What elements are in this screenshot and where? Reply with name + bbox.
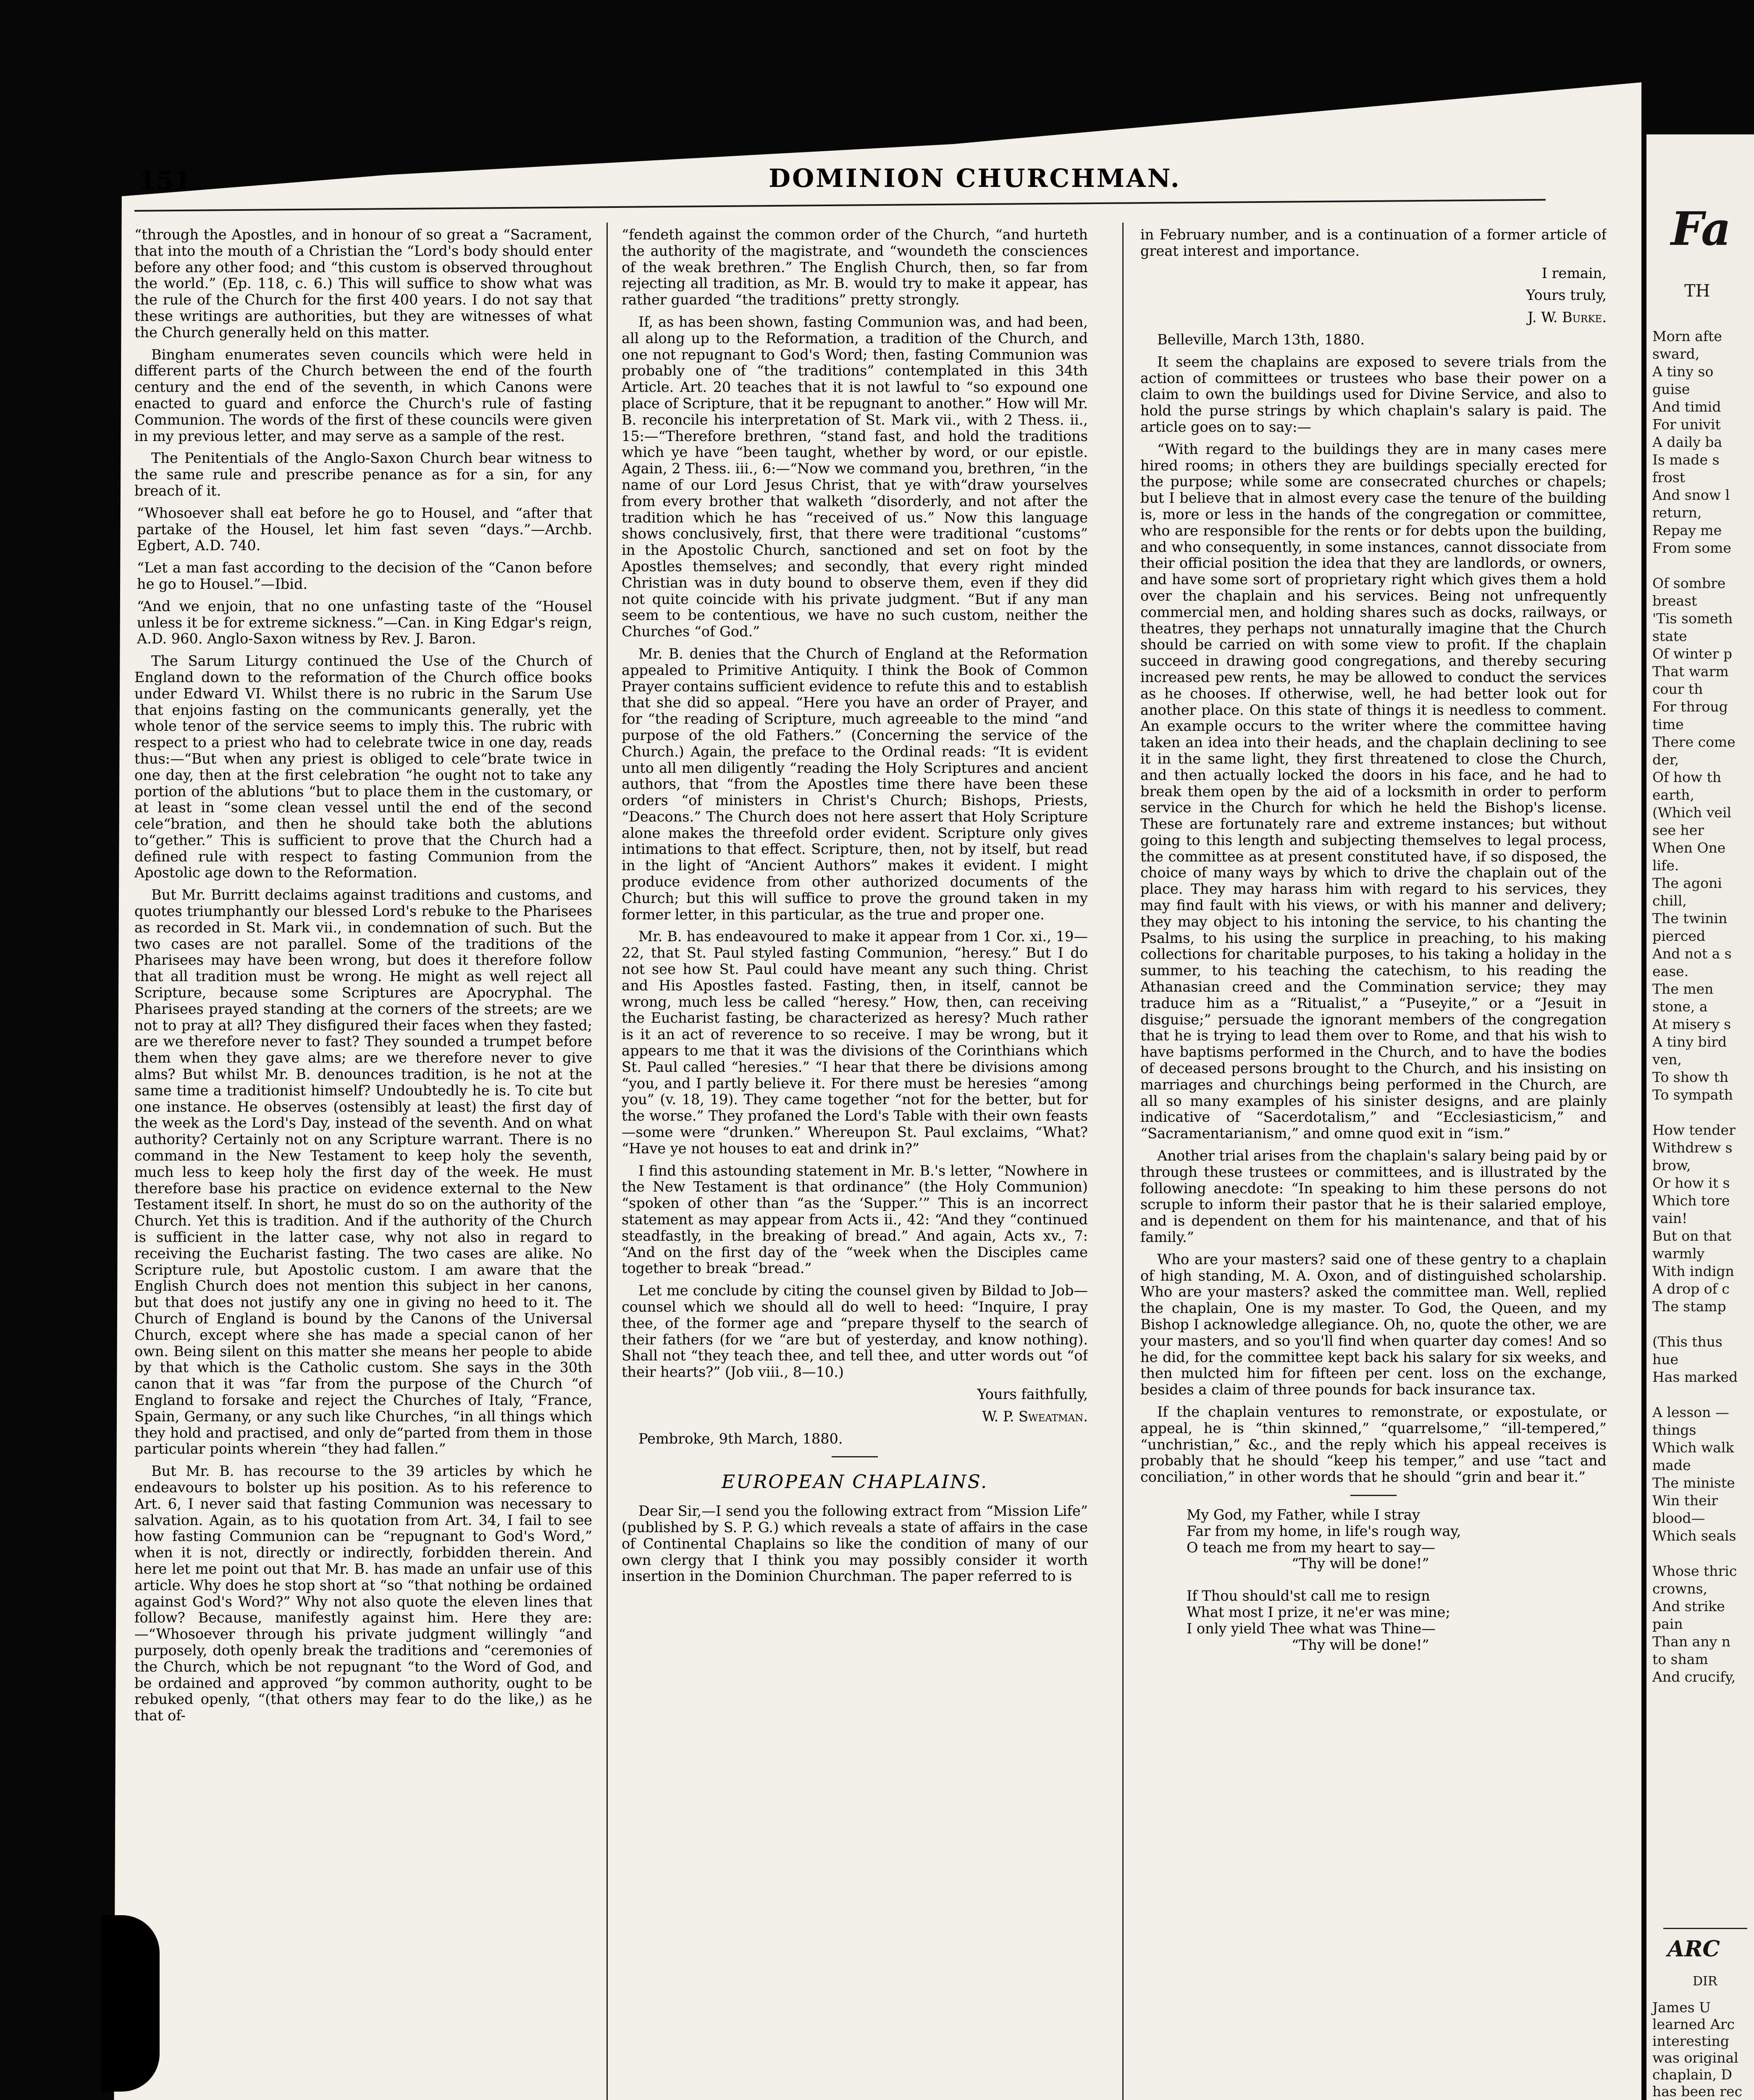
adjacent-page-line: sward, bbox=[1652, 346, 1700, 362]
hymn-line: Far from my home, in life's rough way, bbox=[1187, 1522, 1461, 1539]
paragraph: If, as has been shown, fasting Communion was, and had been, all along up to the Reformation, a tradition of the Church, and one not repugnant to God's Word; then, fasting Communion was probably one of “the traditions” contemplated in this 34th Article. Art. 20 teaches that it is not lawful to “so expound one place of Scripture, that it be repugnant to another.” How will Mr. B. reconcile his interpretation of St. Mark vii., with 2 Thess. ii., 15:—“Therefore brethren, “stand fast, and hold the traditions which ye have “been taught, whether by word, or our epistle. Again, 2 Thess. iii., 6:—“Now we command you, brethren, “in the name of our Lord Jesus Christ, that ye with“draw yourselves from every brother that walketh “disorderly, and not after the tradition which he has “received of us.” Now this language shows conclusively, first, that there were traditional “customs” in the Apostolic Church, sanctioned and set on foot by the Apostles themselves; and secondly, that every right minded Christian was in duty bound to observe them, even if they did not quite coincide with his private judgment. “But if any man seem to be contentious, we have no such custom, neither the Churches “of God.” bbox=[622, 313, 1088, 640]
column-rule bbox=[1122, 223, 1124, 2100]
adjacent-page-line: frost bbox=[1652, 469, 1686, 486]
adjacent-page-line: And timid bbox=[1652, 399, 1721, 415]
paragraph: I find this astounding statement in Mr. B.'s letter, “Nowhere in the New Testament is that ordinance” (the Holy Communion) “spoken of other than “as the ‘Supper.’” This is an incorrect statement as may appear from Acts ii., 42: “And they “continued steadfastly, in the breaking of bread.” And again, Acts xv., 7: “And on the first day of the “week when the Disciples came together to break “bread.” bbox=[622, 1162, 1088, 1277]
right-column bbox=[1140, 227, 1607, 2100]
paragraph: Who are your masters? said one of these gentry to a chaplain of high standing, M. A. Oxon, and of distinguished scholarship. Who are your masters? asked the committee man. Well, replied the chaplain, One is my master. To God, the Queen, and my Bishop I acknowledge allegiance. Oh, no, quote the other, we are your masters, and so you'll find when quarter day comes! And so he did, for the committee kept back his salary for six weeks, and then mulcted him for fifteen per cent. loss on the exchange, besides a claim of three pounds for back insurance tax. bbox=[1140, 1251, 1607, 1398]
adjacent-page-subheading: DIR bbox=[1693, 1974, 1717, 1989]
letter-closing: I remain, bbox=[1541, 265, 1607, 281]
adjacent-page-line: How tender bbox=[1652, 1122, 1736, 1138]
adjacent-page-line: Than any n bbox=[1652, 1633, 1730, 1650]
adjacent-page-line: crowns, bbox=[1652, 1580, 1708, 1597]
paragraph: It seem the chaplains are exposed to severe trials from the action of committees or trustees who base their power on a claim to own the buildings used for Divine Service, and also to hold the purse strings by which chaplain's salary is paid. The article goes on to say:— bbox=[1140, 353, 1607, 435]
adjacent-page-text-bottom bbox=[1652, 1999, 1742, 2100]
adjacent-page-line: And not a s bbox=[1652, 945, 1732, 962]
adjacent-page-line: hue bbox=[1652, 1351, 1679, 1368]
adjacent-page-line: To show th bbox=[1652, 1069, 1729, 1085]
paragraph: Mr. B. has endeavoured to make it appear from 1 Cor. xi., 19—22, that St. Paul styled fasting Communion, “heresy.” But I do not see how St. Paul could have meant any such thing. Christ and His Apostles fasted. Fasting, then, in itself, cannot be wrong, much less be called “heresy.” How, then, can receiving the Eucharist fasting, be characterized as heresy? Much rather is it an act of reverence to so receive. I may be wrong, but it appears to me that it was the divisions of the Corinthians which St. Paul called “heresies.” “I hear that there be divisions among “you, and I partly believe it. For there must be heresies “among you” (v. 18, 19). They came together “not for the better, but for the worse.” They profaned the Lord's Table with their own feasts—some were “drunken.” Whereupon St. Paul exclaims, “What? “Have ye not houses to eat and drink in?” bbox=[622, 928, 1088, 1157]
adjacent-page-line: ven, bbox=[1652, 1051, 1682, 1068]
letter-dateline: Belleville, March 13th, 1880. bbox=[1157, 331, 1365, 348]
hymn-stanza bbox=[1187, 1588, 1607, 1653]
section-title: EUROPEAN CHAPLAINS. bbox=[721, 1471, 988, 1493]
hymn-line: I only yield Thee what was Thine— bbox=[1187, 1620, 1436, 1637]
paragraph: Let me conclude by citing the counsel given by Bildad to Job—counsel which we should all do well to heed: “Inquire, I pray thee, of the former age and “prepare thyself to the search of their fathers (for we “are but of yesterday, and know nothing). Shall not “they teach thee, and tell thee, and utter words out “of their hearts?” (Job viii., 8—10.) bbox=[622, 1282, 1088, 1381]
paragraph: Mr. B. denies that the Church of England at the Reformation appealed to Primitive Antiquity. I think the Book of Common Prayer contains sufficient evidence to refute this and to establish that she did so appeal. “Here you have an order of Prayer, and for “the reading of Scripture, much agreeable to the mind “and purpose of the old Fathers.” (Concerning the service of the Church.) Again, the preface to the Ordinal reads: “It is evident unto all men diligently “reading the Holy Scriptures and ancient authors, that “from the Apostles time there have been these orders “of ministers in Christ's Church; Bishops, Priests, “Deacons.” The Church does not here assert that Holy Scripture alone makes the threefold order evident. Scripture only gives intimations to that effect. Scripture, then, not by itself, but read in the light of “Ancient Authors” makes it evident. I might produce evidence from other authorized documents of the Church; but this will suffice to prove the ground taken in my former letter, in this particular, as the true and proper one. bbox=[622, 645, 1088, 923]
adjacent-page-line: Which tore bbox=[1652, 1192, 1730, 1209]
adjacent-page-line: pain bbox=[1652, 1616, 1683, 1632]
column-rule bbox=[607, 223, 608, 2100]
adjacent-page-line: Of winter p bbox=[1652, 646, 1732, 662]
adjacent-page-subtitle: TH bbox=[1684, 281, 1710, 301]
hymn-line: O teach me from my heart to say— bbox=[1187, 1539, 1436, 1556]
adjacent-page-line: to sham bbox=[1652, 1651, 1708, 1667]
paragraph: “through the Apostles, and in honour of so great a “Sacrament, that into the mouth of a Christian the “Lord's body should enter before any other food; and “this custom is observed throughout the world.” (Ep. 118, c. 6.) This will suffice to show what was the rule of the Church for the first 400 years. I do not say that these writings are authorities, but they are witnesses of what the Church generally held on this matter. bbox=[134, 227, 592, 341]
hymn bbox=[1140, 1507, 1607, 1653]
adjacent-page-line: Morn afte bbox=[1652, 328, 1722, 344]
adjacent-page-heading: ARC bbox=[1667, 1936, 1720, 1962]
paragraph: But Mr. Burritt declaims against traditions and customs, and quotes triumphantly our blessed Lord's rebuke to the Pharisees as recorded in St. Mark vii., in condemnation of such. But the two cases are not parallel. Some of the traditions of the Pharisees may have been wrong, but does it therefore follow that all tradition must be wrong. He might as well reject all Scripture, because some Scriptures are Apocryphal. The Pharisees prayed standing at the corners of the streets; are we not to pray at all? They disfigured their faces when they fasted; are we therefore never to fast? They sounded a trumpet before them when they gave alms; are we therefore never to give alms? But whilst Mr. B. denounces tradition, is he not at the same time a traditionist himself? Undoubtedly he is. To cite but one instance. He observes (ostensibly at least) the first day of the week as the Lord's Day, instead of the seventh. And on what authority? Certainly not on any Scripture warrant. There is no command in the New Testament to keep holy the seventh, much less to keep holy the first day of the week. He must therefore base his practice on evidence external to the New Testament itself. In short, he must do so on the authority of the Church. Yet this is tradition. And if the authority of the Church is sufficient in the latter case, why not also in regard to receiving the Eucharist fasting. The two cases are alike. No Scripture rule, but Apostolic custom. I am aware that the English Church does not mention this subject in her canons, but that does not justify any one in giving no heed to it. The Church of England is bound by the Canons of the Universal Church, except where she has made a special canon of her own. Being silent on this matter she means her people to abide by that which is the Catholic custom. She says in the 30th canon that it was “far from the purpose of the Church “of England to forsake and reject the Churches of Italy, “France, Spain, Germany, or any such like Churches, “in all things which they hold and practised, and only de“parted from them in those particular points wherein “they had fallen.” bbox=[134, 887, 592, 1457]
adjacent-page-line: Which walk bbox=[1652, 1439, 1734, 1456]
adjacent-page-line: The twinin bbox=[1652, 910, 1728, 927]
paragraph: Bingham enumerates seven councils which were held in different parts of the Church between the end of the fourth century and the end of the seventh, in which Canons were enacted to guard and enforce the Church's rule of fasting Communion. The words of the first of these councils were given in my previous letter, and may serve as a sample of the rest. bbox=[134, 346, 592, 444]
middle-column bbox=[622, 227, 1088, 2100]
adjacent-page-line: That warm bbox=[1652, 663, 1729, 680]
letter-signature: W. P. Sweatman. bbox=[982, 1408, 1088, 1425]
adjacent-page-rule bbox=[1663, 1928, 1747, 1929]
adjacent-page-line: learned Arc bbox=[1652, 2016, 1735, 2032]
adjacent-page-line: Is made s bbox=[1652, 452, 1720, 468]
adjacent-page-line: A tiny bird bbox=[1652, 1034, 1727, 1050]
adjacent-page-line bbox=[1652, 557, 1738, 575]
paragraph: If the chaplain ventures to remonstrate, or expostulate, or appeal, he is “thin skinned,” “quarrelsome,” “ill-tempered,” “unchristian,” &c., and the reply which his appeal receives is probably that he should “keep his temper,” and use “tact and conciliation,” in other words that he should “grin and bear it.” bbox=[1140, 1403, 1607, 1486]
adjacent-page-line: Or how it s bbox=[1652, 1175, 1730, 1191]
adjacent-page bbox=[1646, 134, 1754, 2100]
adjacent-page-line: Of sombre bbox=[1652, 575, 1726, 591]
adjacent-page-line: The ministe bbox=[1652, 1475, 1735, 1491]
paragraph: Another trial arises from the chaplain's salary being paid by or through these trustees or committees, and is illustrated by the following anecdote: “In speaking to him these persons do not scruple to inform their pastor that he is their salaried employe, and is dependent on them for his maintenance, and that of his family.” bbox=[1140, 1147, 1607, 1246]
letter-signature: J. W. Burke. bbox=[1528, 309, 1607, 326]
hymn-stanza bbox=[1187, 1507, 1607, 1572]
adjacent-page-line: A tiny so bbox=[1652, 363, 1714, 380]
adjacent-page-line: cour th bbox=[1652, 681, 1703, 697]
adjacent-page-line: With indign bbox=[1652, 1263, 1734, 1279]
adjacent-page-line: A lesson — bbox=[1652, 1404, 1729, 1420]
thumb-shadow bbox=[101, 1915, 160, 2092]
adjacent-page-line: 'Tis someth bbox=[1652, 610, 1733, 627]
adjacent-page-line: life. bbox=[1652, 857, 1679, 874]
adjacent-page-line: But on that bbox=[1652, 1228, 1732, 1244]
adjacent-page-line: There come bbox=[1652, 734, 1736, 750]
adjacent-page-line: The men bbox=[1652, 981, 1714, 997]
running-title: DOMINION CHURCHMAN. bbox=[769, 164, 1181, 193]
page-header bbox=[139, 164, 1525, 197]
hymn-line: What most I prize, it ne'er was mine; bbox=[1187, 1604, 1450, 1620]
adjacent-page-line: And snow l bbox=[1652, 487, 1730, 503]
adjacent-page-line: time bbox=[1652, 716, 1684, 732]
adjacent-page-line: ease. bbox=[1652, 963, 1689, 979]
letter-closing: Yours truly, bbox=[1526, 287, 1607, 304]
adjacent-page-line: Win their bbox=[1652, 1492, 1718, 1509]
section-divider bbox=[832, 1456, 878, 1457]
adjacent-page-line: stone, a bbox=[1652, 998, 1708, 1015]
paragraph: The Sarum Liturgy continued the Use of the Church of England down to the reformation of the Church office books under Edward VI. Whilst there is no rubric in the Sarum Use that enjoins fasting on the communicants generally, yet the whole tenor of the service seems to imply this. The rubric with respect to a priest who had to celebrate twice in one day, reads thus:—“But when any priest is obliged to cele“brate twice in one day, then at the first celebration “he ought not to take any portion of the ablutions “but to place them in the customary, or at least in “some clean vessel until the end of the second cele“bration, and then he should take both the ablutions to“gether.” This is sufficient to prove that the Church had a defined rule with respect to fasting Communion from the Apostolic age down to the Reformation. bbox=[134, 653, 592, 881]
adjacent-page-line: return, bbox=[1652, 504, 1702, 521]
hymn-refrain: “Thy will be done!” bbox=[1292, 1636, 1429, 1653]
adjacent-page-line: chaplain, D bbox=[1652, 2066, 1733, 2083]
page-number: 151 bbox=[139, 166, 192, 196]
adjacent-page-title: Fa bbox=[1671, 202, 1731, 256]
adjacent-page-line: breast bbox=[1652, 593, 1697, 609]
adjacent-page-line bbox=[1652, 1104, 1738, 1121]
adjacent-page-line: warmly bbox=[1652, 1245, 1705, 1262]
adjacent-page-line: earth, bbox=[1652, 787, 1694, 803]
adjacent-page-line: From some bbox=[1652, 540, 1731, 556]
quotation: “Let a man fast according to the decision of the “Canon before he go to Housel.”—Ibid. bbox=[137, 559, 592, 592]
adjacent-page-line: A daily ba bbox=[1652, 434, 1722, 450]
section-divider bbox=[1350, 1495, 1397, 1496]
adjacent-page-line: Repay me bbox=[1652, 522, 1722, 538]
adjacent-page-line: der, bbox=[1652, 751, 1679, 768]
paragraph: But Mr. B. has recourse to the 39 articles by which he endeavours to bolster up his position. As to his reference to Art. 6, I never said that fasting Communion was necessary to salvation. Again, as to his quotation from Art. 34, I fail to see how fasting Communion can be “repugnant to God's Word,” when it is not, directly or indirectly, forbidden therein. And here let me point out that Mr. B. has made an unfair use of this article. Why does he stop short at “so “that nothing be ordained against God's Word?” Why not also quote the eleven lines that follow? Because, manifestly against him. Here they are:—“Whosoever through his private judgment willingly “and purposely, doth openly break the traditions and “ceremonies of the Church, which be not repugnant “to the Word of God, and be ordained and approved “by common authority, ought to be rebuked openly, “(that others may fear to do the like,) as he that of- bbox=[134, 1463, 592, 1724]
adjacent-page-line: A drop of c bbox=[1652, 1281, 1730, 1297]
adjacent-page-line: Whose thric bbox=[1652, 1563, 1737, 1579]
letter-dateline: Pembroke, 9th March, 1880. bbox=[638, 1430, 843, 1447]
quotation: “Whosoever shall eat before he go to Housel, and “after that partake of the Housel, let him fast seven “days.”—Archb. Egbert, A.D. 740. bbox=[137, 504, 592, 554]
adjacent-page-line: James U bbox=[1652, 1999, 1711, 2016]
adjacent-page-line: Has marked bbox=[1652, 1369, 1738, 1385]
adjacent-page-line: has been rec bbox=[1652, 2083, 1743, 2100]
adjacent-page-line: made bbox=[1652, 1457, 1691, 1473]
adjacent-page-line: For throug bbox=[1652, 698, 1728, 715]
adjacent-page-line: brow, bbox=[1652, 1157, 1691, 1173]
paragraph: in February number, and is a continuation of a former article of great interest and importance. bbox=[1140, 227, 1607, 259]
adjacent-page-line: see her bbox=[1652, 822, 1704, 838]
adjacent-page-line: Of how th bbox=[1652, 769, 1722, 785]
adjacent-page-line: And strike bbox=[1652, 1598, 1725, 1614]
adjacent-page-line: (This thus bbox=[1652, 1334, 1722, 1350]
paragraph: Dear Sir,—I send you the following extract from “Mission Life” (published by S. P. G.) which reveals a state of affairs in the case of Continental Chaplains so like the condition of many of our own clergy that I think you may possibly consider it worth insertion in the Dominion Churchman. The paper referred to is bbox=[622, 1503, 1088, 1585]
paragraph: “fendeth against the common order of the Church, “and hurteth the authority of the magistrate, and “woundeth the consciences of the weak brethren.” The English Church, then, so far from rejecting all tradition, as Mr. B. would try to make it appear, has rather guarded “the traditions” pretty strongly. bbox=[622, 227, 1088, 308]
adjacent-page-line: For univit bbox=[1652, 416, 1721, 433]
adjacent-page-line bbox=[1652, 1315, 1738, 1333]
hymn-line: If Thou should'st call me to resign bbox=[1187, 1588, 1430, 1604]
hymn-line: My God, my Father, while I stray bbox=[1187, 1506, 1420, 1523]
adjacent-page-line bbox=[1652, 1386, 1738, 1404]
letter-closing: Yours faithfully, bbox=[977, 1386, 1088, 1402]
adjacent-page-line: At misery s bbox=[1652, 1016, 1731, 1032]
adjacent-page-line: Withdrew s bbox=[1652, 1139, 1733, 1156]
hymn-refrain: “Thy will be done!” bbox=[1292, 1555, 1429, 1572]
adjacent-page-line: pierced bbox=[1652, 928, 1706, 944]
adjacent-page-line: And crucify, bbox=[1652, 1669, 1736, 1685]
adjacent-page-line: Which seals bbox=[1652, 1528, 1736, 1544]
adjacent-page-line: When One bbox=[1652, 840, 1726, 856]
adjacent-page-line: guise bbox=[1652, 381, 1690, 397]
adjacent-page-line bbox=[1652, 1545, 1738, 1562]
paragraph: The Penitentials of the Anglo-Saxon Church bear witness to the same rule and prescribe penance as for a sin, for any breach of it. bbox=[134, 450, 592, 499]
adjacent-page-line: blood— bbox=[1652, 1510, 1705, 1526]
adjacent-page-line: was original bbox=[1652, 2050, 1738, 2066]
paragraph: “With regard to the buildings they are in many cases mere hired rooms; in others they are buildings specially erected for the purpose; while some are consecrated churches or chapels; but I believe that in almost every case the tenure of the building is, more or less in the hands of the congregation or committee, who are responsible for the rents or for debts upon the building, and who consequently, in some instances, cannot dissociate from their official position the idea that they are landlords, or owners, and have some sort of proprietary right which gives them a hold over the chaplain and his services. Being not unfrequently commercial men, and holding shares such as docks, railways, or theatres, they perhaps not unnaturally imagine that the Church should be carried on with some view to profit. If the chaplain succeed in drawing good congregations, and thereby securing increased pew rents, he may be allowed to conduct the services as he chooses. If otherwise, well, he had better look out for another place. On this state of things it is needless to comment. An example occurs to the writer where the committee having taken an idea into their heads, and the chaplain declining to see it in the same light, they first threatened to close the Church, and then actually locked the doors in his face, and he had to break them open by the aid of a locksmith in order to perform service in the Church for which he held the Bishop's license. These are fortunately rare and extreme instances; but without going to this length and subjecting themselves to legal process, the committee as at present constituted have, if so disposed, the choice of many ways by which to drive the chaplain out of the place. They may harass him with regard to his services, they may find fault with his views, or with his manner and delivery; they may object to his intoning the service, to his chanting the Psalms, to his using the surplice in preaching, to his making collections for charitable purposes, to his taking a holiday in the summer, to his teaching the catechism, to his reading the Athanasian creed and the Commination service; they may traduce him as a “Ritualist,” a “Puseyite,” or a “Jesuit in disguise;” persuade the ignorant members of the congregation that he is trying to lead them over to Rome, and that his wish to have baptisms performed in the Church, and to have the bodies of deceased persons brought to the Church, and his insisting on marriages and churchings being performed in the Church, are all so many examples of his sinister designs, and are plainly indicative of “Sacerdotalism,” and “Ecclesiasticism,” and “Sacramentarianism,” and omne quod exit in “ism.” bbox=[1140, 441, 1607, 1142]
adjacent-page-line: To sympath bbox=[1652, 1087, 1733, 1103]
adjacent-page-line: The stamp bbox=[1652, 1298, 1726, 1315]
adjacent-page-line: things bbox=[1652, 1422, 1696, 1438]
quotation: “And we enjoin, that no one unfasting taste of the “Housel unless it be for extreme sickness.”—Can. in King Edgar's reign, A.D. 960. Anglo-Saxon witness by Rev. J. Baron. bbox=[137, 598, 592, 647]
adjacent-page-line: chill, bbox=[1652, 892, 1687, 909]
adjacent-page-line: interesting bbox=[1652, 2033, 1730, 2049]
adjacent-page-line: vain! bbox=[1652, 1210, 1688, 1226]
adjacent-page-line: The agoni bbox=[1652, 875, 1722, 891]
adjacent-page-text-top bbox=[1652, 328, 1738, 1686]
adjacent-page-line: (Which veil bbox=[1652, 804, 1732, 821]
left-column bbox=[134, 227, 592, 2100]
adjacent-page-line: state bbox=[1652, 628, 1687, 644]
